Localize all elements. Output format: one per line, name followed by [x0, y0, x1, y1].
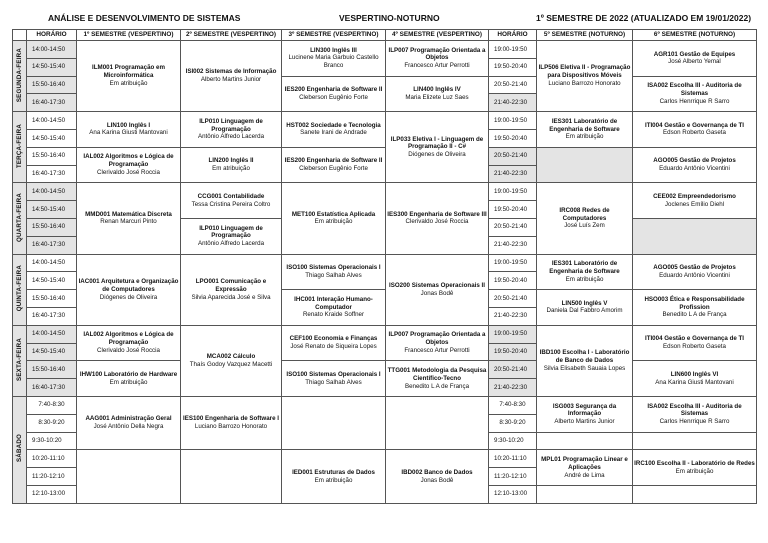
- time-cell: 21:40-22:30: [489, 236, 537, 254]
- class-teacher: Jonas Bodê: [420, 289, 454, 297]
- class-teacher: Luciano Barrozo Honorato: [194, 423, 268, 431]
- class-title: IED001 Estruturas de Dados: [292, 468, 375, 476]
- day-label: QUARTA-FEIRA: [13, 183, 27, 254]
- time-cell: 19:50-20:40: [489, 272, 537, 290]
- time-cell: 14:00-14:50: [27, 183, 77, 201]
- class-teacher: Em atribuição: [109, 378, 148, 386]
- class-cell: [537, 112, 633, 148]
- class-cell: [386, 325, 489, 361]
- class-title: LPO001 Comunicação e Expressão: [195, 278, 267, 293]
- day-label: SEXTA-FEIRA: [13, 325, 27, 396]
- empty-cell: [633, 485, 757, 503]
- class-cell: [77, 325, 181, 361]
- time-cell: 11:20-12:10: [489, 468, 537, 486]
- class-title: HSO003 Ética e Responsabilidade Profission: [644, 295, 745, 311]
- class-cell: [282, 112, 386, 148]
- class-title: CEF100 Economia e Finanças: [289, 335, 378, 343]
- class-title: ILP007 Programação Orientada a Objetos: [388, 46, 486, 62]
- table-row: [13, 396, 757, 414]
- class-cell: [537, 290, 633, 326]
- class-title: ILP506 Eletiva II - Programação para Dispositivos Móveis: [538, 64, 631, 80]
- empty-cell: [537, 147, 633, 183]
- time-cell: 21:40-22:30: [489, 94, 537, 112]
- class-teacher: Em atribuição: [675, 467, 714, 475]
- class-teacher: Ana Karina Giusti Mantovani: [655, 378, 734, 386]
- table-row: [13, 450, 757, 468]
- class-cell: [282, 41, 386, 77]
- empty-cell: [282, 396, 386, 449]
- class-title: MPL01 Programação Linear e Aplicações: [541, 456, 628, 471]
- class-cell: [181, 396, 282, 449]
- time-cell: 8:30-9:20: [27, 414, 77, 432]
- class-teacher: Em atribuição: [109, 79, 148, 87]
- class-teacher: Lucinene Maria Garbuio Castello Branco: [288, 54, 379, 70]
- empty-cell: [181, 450, 282, 503]
- class-teacher: Benedito L A de França: [404, 382, 470, 390]
- time-cell: 14:50-15:40: [27, 272, 77, 290]
- class-title: IBD002 Banco de Dados: [401, 468, 473, 476]
- class-teacher: Em atribuição: [314, 218, 353, 226]
- class-cell: [537, 396, 633, 432]
- class-cell: [386, 76, 489, 112]
- class-title: LIN500 Inglês V: [561, 299, 608, 307]
- class-title: LIN100 Inglês I: [106, 121, 151, 129]
- class-teacher: José Luís Zem: [564, 222, 605, 230]
- class-teacher: Clerivaldo José Roccia: [97, 168, 160, 176]
- class-cell: [77, 396, 181, 449]
- time-cell: 9:30-10:20: [489, 432, 537, 450]
- class-title: ILM001 Programação em Microinformática: [92, 64, 165, 80]
- class-title: ILP033 Eletiva I - Linguagem de Programação II - C#: [390, 135, 484, 151]
- class-teacher: Cleberson Eugênio Forte: [299, 165, 368, 173]
- class-teacher: Clerivaldo José Roccia: [97, 346, 160, 354]
- time-cell: 21:40-22:30: [489, 307, 537, 325]
- class-cell: [386, 450, 489, 503]
- class-title: AGO005 Gestão de Projetos: [653, 157, 736, 165]
- class-title: AGR101 Gestão de Equipes: [653, 50, 736, 58]
- corner-cell: [13, 30, 27, 41]
- class-title: IES200 Engenharia de Software II: [284, 157, 383, 165]
- class-title: IES300 Engenharia de Software III: [387, 210, 487, 218]
- col-sem4: 4º SEMESTRE (VESPERTINO): [386, 30, 489, 41]
- class-title: ILP007 Programação Orientada a Objetos: [388, 331, 486, 347]
- class-cell: [633, 147, 757, 183]
- time-cell: 16:40-17:30: [27, 307, 77, 325]
- time-cell: 16:40-17:30: [27, 236, 77, 254]
- class-cell: [386, 183, 489, 254]
- time-cell: 14:00-14:50: [27, 325, 77, 343]
- time-cell: 14:50-15:40: [27, 343, 77, 361]
- class-title: ISA002 Escolha III - Auditoria de Sistemas: [647, 82, 742, 98]
- course-title: ANÁLISE E DESENVOLVIMENTO DE SISTEMAS: [48, 13, 241, 23]
- empty-cell: [633, 432, 757, 450]
- class-title: IAL002 Algoritmos e Lógica de Programação: [83, 153, 174, 169]
- time-cell: 20:50-21:40: [489, 76, 537, 94]
- class-cell: [77, 112, 181, 148]
- class-title: CCG001 Contabilidade: [197, 192, 265, 200]
- time-cell: 21:40-22:30: [489, 379, 537, 397]
- class-cell: [181, 325, 282, 396]
- class-teacher: Maria Elizete Luz Saes: [405, 93, 469, 101]
- class-cell: [537, 183, 633, 254]
- day-label: QUINTA-FEIRA: [13, 254, 27, 325]
- class-teacher: Tessa Cristina Pereira Coltro: [191, 200, 271, 208]
- time-cell: 14:50-15:40: [27, 129, 77, 147]
- class-cell: [633, 112, 757, 148]
- class-cell: [633, 76, 757, 112]
- class-title: IAL002 Algoritmos e Lógica de Programação: [83, 331, 174, 347]
- class-cell: [181, 112, 282, 148]
- class-title: MET100 Estatística Aplicada: [291, 210, 376, 218]
- time-cell: 10:20-11:10: [489, 450, 537, 468]
- class-title: IHC001 Interação Humano-Computador: [294, 295, 373, 311]
- time-cell: 20:50-21:40: [489, 218, 537, 236]
- table-row: [13, 183, 757, 201]
- class-cell: [181, 218, 282, 254]
- class-cell: [633, 254, 757, 290]
- class-teacher: Em atribuição: [314, 476, 353, 484]
- empty-cell: [537, 432, 633, 450]
- time-cell: 16:40-17:30: [27, 379, 77, 397]
- class-title: ISG003 Segurança da Informação: [552, 402, 617, 418]
- time-cell: 19:00-19:50: [489, 112, 537, 130]
- class-title: ISO100 Sistemas Operacionais I: [286, 264, 381, 272]
- class-cell: [181, 254, 282, 325]
- class-title: ISI002 Sistemas de Informação: [185, 68, 277, 76]
- class-title: MCA002 Cálculo: [206, 353, 256, 361]
- class-title: IRC100 Escolha II - Laboratório de Redes: [634, 459, 755, 467]
- class-cell: [282, 183, 386, 254]
- class-title: ISA002 Escolha III - Auditoria de Sistemas: [647, 402, 742, 418]
- class-teacher: Diógenes de Oliveira: [408, 151, 466, 159]
- class-teacher: José Antônio Della Negra: [93, 423, 164, 431]
- time-cell: 20:50-21:40: [489, 147, 537, 165]
- class-teacher: Renato Kraide Soffner: [302, 311, 365, 319]
- class-title: IHW100 Laboratório de Hardware: [79, 370, 178, 378]
- class-teacher: Alberto Martins Junior: [200, 76, 262, 84]
- time-cell: 19:00-19:50: [489, 325, 537, 343]
- class-cell: [282, 290, 386, 326]
- class-cell: [181, 147, 282, 183]
- time-cell: 15:50-16:40: [27, 147, 77, 165]
- class-teacher: Carlos Henrrique R Sarro: [659, 97, 730, 105]
- class-cell: [633, 325, 757, 361]
- class-title: LIN300 Inglês III: [310, 46, 357, 54]
- class-title: IES100 Engenharia de Software I: [183, 415, 279, 423]
- schedule-table: [12, 29, 757, 504]
- class-cell: [537, 41, 633, 112]
- empty-cell: [537, 485, 633, 503]
- time-cell: 15:50-16:40: [27, 361, 77, 379]
- class-cell: [633, 396, 757, 432]
- class-cell: [386, 41, 489, 77]
- class-teacher: Antônio Alfredo Lacerda: [197, 133, 265, 141]
- class-teacher: Daniela Dal Fabbro Amorim: [546, 307, 623, 315]
- class-teacher: Em atribuição: [565, 133, 604, 141]
- class-cell: [282, 254, 386, 290]
- time-cell: 15:50-16:40: [27, 218, 77, 236]
- time-cell: 19:50-20:40: [489, 58, 537, 76]
- class-teacher: Jonas Bodê: [420, 476, 454, 484]
- time-cell: 12:10-13:00: [27, 485, 77, 503]
- time-cell: 14:00-14:50: [27, 112, 77, 130]
- class-cell: [633, 361, 757, 397]
- col-time: HORÁRIO: [27, 30, 77, 41]
- empty-cell: [633, 218, 757, 254]
- class-title: IBD100 Escolha I - Laboratório de Banco de Dados: [539, 349, 630, 364]
- class-title: CEE002 Empreendedorismo: [653, 192, 736, 200]
- class-teacher: Francesco Artur Perrotti: [404, 346, 470, 354]
- class-teacher: Thiago Salhab Alves: [305, 378, 362, 386]
- class-teacher: Diógenes de Oliveira: [99, 293, 158, 301]
- class-cell: [282, 450, 386, 503]
- day-label: TERÇA-FEIRA: [13, 112, 27, 183]
- time-cell: 20:50-21:40: [489, 361, 537, 379]
- class-teacher: Benedito L A de França: [662, 311, 727, 319]
- time-cell: 21:40-22:30: [489, 165, 537, 183]
- class-title: ISO200 Sistemas Operacionais II: [389, 281, 485, 289]
- time-cell: 19:50-20:40: [489, 343, 537, 361]
- col-time-night: HORÁRIO: [489, 30, 537, 41]
- time-cell: 10:20-11:10: [27, 450, 77, 468]
- col-sem6: 6º SEMESTRE (NOTURNO): [633, 30, 757, 41]
- time-cell: 19:50-20:40: [489, 129, 537, 147]
- table-row: [13, 41, 757, 59]
- empty-cell: [77, 450, 181, 503]
- col-sem3: 3º SEMESTRE (VESPERTINO): [282, 30, 386, 41]
- class-title: ILP010 Linguagem de Programação: [199, 117, 263, 133]
- class-teacher: Thiago Salhab Alves: [305, 271, 362, 279]
- class-title: ISO100 Sistemas Operacionais I: [286, 370, 381, 378]
- time-cell: 14:50-15:40: [27, 58, 77, 76]
- class-teacher: José Alberto Yemal: [668, 58, 721, 66]
- table-row: [13, 147, 757, 165]
- time-cell: 11:20-12:10: [27, 468, 77, 486]
- class-title: LIN400 Inglês IV: [413, 86, 461, 94]
- class-title: IES200 Engenharia de Software II: [284, 86, 383, 94]
- empty-cell: [386, 396, 489, 449]
- time-cell: 20:50-21:40: [489, 290, 537, 308]
- class-title: IRC008 Redes de Computadores: [559, 206, 610, 222]
- class-teacher: Alberto Martins Junior: [554, 418, 615, 426]
- class-teacher: Sanete Irani de Andrade: [300, 129, 367, 137]
- class-teacher: Renan Marcuri Pinto: [100, 218, 157, 226]
- class-title: LIN600 Inglês VI: [670, 370, 719, 378]
- class-teacher: Cleberson Eugênio Forte: [299, 93, 368, 101]
- time-cell: 15:50-16:40: [27, 290, 77, 308]
- time-cell: 14:00-14:50: [27, 41, 77, 59]
- semester-title: 1º SEMESTRE DE 2022 (ATUALIZADO EM 19/01/2022): [536, 13, 752, 23]
- class-teacher: Joclenes Emílio Diehl: [664, 200, 725, 208]
- table-row: [13, 325, 757, 343]
- table-row: [13, 361, 757, 379]
- class-cell: [537, 254, 633, 290]
- day-label: SÁBADO: [13, 396, 27, 503]
- class-cell: [77, 41, 181, 112]
- class-teacher: Eduardo Antônio Vicentini: [659, 271, 730, 279]
- class-teacher: Thaís Godoy Vazquez Macetti: [189, 360, 273, 368]
- class-cell: [386, 112, 489, 183]
- class-teacher: Edson Roberto Gaseta: [663, 129, 726, 137]
- time-cell: 14:50-15:40: [27, 201, 77, 219]
- class-title: HST002 Sociedade e Tecnologia: [286, 121, 381, 129]
- class-title: MMD001 Matemática Discreta: [85, 210, 172, 218]
- class-cell: [282, 361, 386, 397]
- class-cell: [77, 254, 181, 325]
- class-cell: [77, 183, 181, 254]
- time-cell: 8:30-9:20: [489, 414, 537, 432]
- time-cell: 19:00-19:50: [489, 41, 537, 59]
- table-row: [13, 112, 757, 130]
- class-title: IES301 Laboratório de Engenharia de Software: [549, 117, 620, 133]
- day-label: SEGUNDA-FEIRA: [13, 41, 27, 112]
- time-cell: 7:40-8:30: [489, 396, 537, 414]
- class-teacher: Carlos Henrrique R Sarro: [659, 418, 730, 426]
- class-teacher: Em atribuição: [565, 275, 604, 283]
- class-cell: [282, 76, 386, 112]
- time-cell: 19:50-20:40: [489, 201, 537, 219]
- col-sem1: 1º SEMESTRE (VESPERTINO): [77, 30, 181, 41]
- class-title: AGO005 Gestão de Projetos: [653, 264, 736, 272]
- col-sem5: 5º SEMESTRE (NOTURNO): [537, 30, 633, 41]
- class-title: AAG001 Administração Geral: [85, 415, 172, 423]
- class-teacher: Silvia Elisabeth Sauaia Lopes: [543, 364, 626, 372]
- class-cell: [77, 147, 181, 183]
- class-cell: [282, 325, 386, 361]
- class-cell: [181, 183, 282, 219]
- class-title: ITI004 Gestão e Governança de TI: [644, 121, 745, 129]
- class-teacher: Antônio Alfredo Lacerda: [197, 240, 265, 248]
- class-cell: [537, 450, 633, 486]
- class-cell: [633, 290, 757, 326]
- table-row: [13, 254, 757, 272]
- class-cell: [181, 41, 282, 112]
- class-title: ITI004 Gestão e Governança de TI: [644, 335, 745, 343]
- class-teacher: Ana Karina Giusti Mantovani: [89, 129, 168, 137]
- time-cell: 14:00-14:50: [27, 254, 77, 272]
- class-cell: [77, 361, 181, 397]
- class-cell: [537, 325, 633, 396]
- col-sem2: 2º SEMESTRE (VESPERTINO): [181, 30, 282, 41]
- class-title: IAC001 Arquitetura e Organização de Computadores: [78, 278, 179, 293]
- class-teacher: José Renato de Siqueira Lopes: [290, 343, 377, 351]
- class-cell: [386, 361, 489, 397]
- time-cell: 16:40-17:30: [27, 165, 77, 183]
- header-row: [13, 30, 757, 41]
- class-teacher: Em atribuição: [212, 165, 250, 173]
- class-cell: [282, 147, 386, 183]
- class-title: TTG001 Metodologia da Pesquisa Científico-Tecno: [387, 367, 487, 382]
- shift-title: VESPERTINO-NOTURNO: [339, 13, 440, 23]
- class-title: ILP010 Linguagem de Programação: [199, 224, 263, 240]
- time-cell: 15:50-16:40: [27, 76, 77, 94]
- class-cell: [386, 254, 489, 325]
- time-cell: 7:40-8:30: [27, 396, 77, 414]
- class-teacher: Francesco Artur Perrotti: [404, 62, 470, 70]
- class-teacher: Eduardo Antônio Vicentini: [659, 165, 730, 173]
- class-teacher: André de Lima: [564, 471, 605, 479]
- time-cell: 19:00-19:50: [489, 254, 537, 272]
- time-cell: 19:00-19:50: [489, 183, 537, 201]
- class-cell: [633, 41, 757, 77]
- class-title: LIN200 Inglês II: [208, 157, 254, 165]
- time-cell: 16:40-17:30: [27, 94, 77, 112]
- class-title: IES301 Laboratório de Engenharia de Software: [549, 260, 620, 275]
- time-cell: 12:10-13:00: [489, 485, 537, 503]
- class-teacher: Edson Roberto Gaseta: [663, 343, 726, 351]
- class-teacher: Silvia Aparecida José e Silva: [191, 293, 271, 301]
- class-cell: [633, 450, 757, 486]
- time-cell: 9:30-10:20: [27, 432, 77, 450]
- class-teacher: Luciano Barrozo Honorato: [548, 79, 621, 87]
- class-cell: [633, 183, 757, 219]
- class-teacher: Clerivaldo José Roccia: [405, 218, 469, 226]
